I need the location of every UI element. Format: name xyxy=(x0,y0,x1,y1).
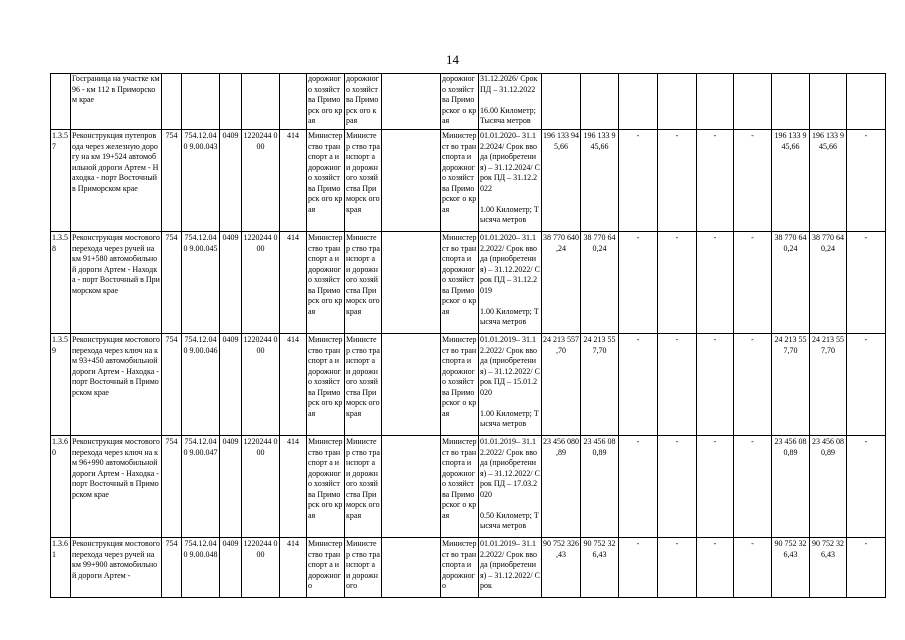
csr-code: 754.12.040 9.00.043 xyxy=(182,130,220,232)
table-row xyxy=(51,538,886,598)
dash-cell: - xyxy=(847,232,886,334)
executor-cell: дорожного хозяйства Приморског о края xyxy=(441,74,479,130)
vr-code: 414 xyxy=(280,334,307,436)
cost-cell: 23 456 080 ,89 xyxy=(542,436,581,538)
object-name: Реконструкция мостового перехода через ручей на км 99+900 автомобильной дороги Артем - xyxy=(71,538,162,598)
table-row xyxy=(51,334,886,436)
dash-cell: - xyxy=(658,436,697,538)
vr-code: 414 xyxy=(280,538,307,598)
dates-cell: 01.01.2019– 31.12.2022/ Срок ввода (приобретения) – 31.12.2022/ Срок ПД – 15.01.2020 1.00 Километр; Тысяча метров xyxy=(479,334,542,436)
amount-cell: 24 213 55 7,70 xyxy=(772,334,810,436)
rzpr-code: 0409 xyxy=(220,334,242,436)
kcsr-code: 1220244 000 xyxy=(242,130,280,232)
rzpr-code: 0409 xyxy=(220,538,242,598)
dash-cell: - xyxy=(697,232,734,334)
dates-cell: 01.01.2019– 31.12.2022/ Срок ввода (приобретения) – 31.12.2022/ Срок xyxy=(479,538,542,598)
amount-cell: 90 752 32 6,43 xyxy=(581,538,619,598)
dash-cell: - xyxy=(847,334,886,436)
customer-cell: Министер ство транспорт а и дорожного хозяйства Приморск ого края xyxy=(345,334,382,436)
table-row xyxy=(51,130,886,232)
dash-cell: - xyxy=(619,130,658,232)
dash-cell: - xyxy=(619,232,658,334)
executor-cell: Министерст во транспорта и дорожного хозяйства Приморског о края xyxy=(441,232,479,334)
amount-cell: 23 456 08 0,89 xyxy=(581,436,619,538)
dash-cell: - xyxy=(734,538,772,598)
customer-cell: Министер ство транспорт а и дорожного хозяйства Приморск ого края xyxy=(345,232,382,334)
executor-cell: Министерст во транспорта и дорожного хозяйства Приморског о края xyxy=(441,334,479,436)
row-number: 1.3.59 xyxy=(51,334,71,436)
dash-cell: - xyxy=(847,538,886,598)
amount-cell: 38 770 64 0,24 xyxy=(772,232,810,334)
dash-cell: - xyxy=(734,436,772,538)
continuation-row xyxy=(51,74,886,130)
kcsr-code: 1220244 000 xyxy=(242,538,280,598)
grbs-code: 754 xyxy=(162,232,182,334)
object-name: Реконструкция мостового перехода через ключ на км 93+450 автомобильной дороги Артем - Находка - порт Восточный в Приморском крае xyxy=(71,334,162,436)
cost-cell: 24 213 557 ,70 xyxy=(542,334,581,436)
kcsr-code: 1220244 000 xyxy=(242,232,280,334)
rzpr-code: 0409 xyxy=(220,130,242,232)
csr-code: 754.12.040 9.00.047 xyxy=(182,436,220,538)
row-number: 1.3.57 xyxy=(51,130,71,232)
customer-cell: дорожного хозяйства Приморск ого края xyxy=(307,74,345,130)
investment-table xyxy=(50,73,886,598)
dash-cell: - xyxy=(734,334,772,436)
vr-code: 414 xyxy=(280,130,307,232)
amount-cell: 196 133 9 45,66 xyxy=(772,130,810,232)
object-name: Реконструкция мостового перехода через ручей на км 91+580 автомобильной дороги Артем - Находка - порт Восточный в Приморском крае xyxy=(71,232,162,334)
dash-cell: - xyxy=(734,130,772,232)
dates-cell: 01.01.2020– 31.12.2024/ Срок ввода (приобретения) – 31.12.2024/ Срок ПД – 31.12.2022 1.00 Километр; Тысяча метров xyxy=(479,130,542,232)
vr-code: 414 xyxy=(280,436,307,538)
amount-cell: 90 752 32 6,43 xyxy=(810,538,847,598)
object-name: Реконструкция мостового перехода через ключ на км 96+990 автомобильной дороги Артем - Находка - порт Восточный в Приморском крае xyxy=(71,436,162,538)
dash-cell: - xyxy=(697,130,734,232)
dash-cell: - xyxy=(847,130,886,232)
amount-cell: 196 133 9 45,66 xyxy=(581,130,619,232)
dash-cell: - xyxy=(697,538,734,598)
dates-cell: 01.01.2019– 31.12.2022/ Срок ввода (приобретения) – 31.12.2022/ Срок ПД – 17.03.2020 0.50 Километр; Тысяча метров xyxy=(479,436,542,538)
cost-cell: 196 133 94 5,66 xyxy=(542,130,581,232)
rzpr-code: 0409 xyxy=(220,232,242,334)
customer-cell: дорожного хозяйства Приморск ого края xyxy=(345,74,382,130)
amount-cell: 196 133 9 45,66 xyxy=(810,130,847,232)
cost-cell: 90 752 326 ,43 xyxy=(542,538,581,598)
customer-cell: Министер ство транспорт а и дорожного хозяйства Приморск ого края xyxy=(307,334,345,436)
object-name: Госграница на участке км 96 - км 112 в Приморском крае xyxy=(71,74,162,130)
dash-cell: - xyxy=(697,436,734,538)
dash-cell: - xyxy=(658,232,697,334)
grbs-code: 754 xyxy=(162,538,182,598)
executor-cell: Министерст во транспорта и дорожного xyxy=(441,538,479,598)
dash-cell: - xyxy=(847,436,886,538)
vr-code: 414 xyxy=(280,232,307,334)
dash-cell: - xyxy=(697,334,734,436)
customer-cell: Министер ство транспорт а и дорожного хозяйства Приморск ого края xyxy=(345,130,382,232)
grbs-code: 754 xyxy=(162,130,182,232)
object-name: Реконструкция путепровода через железную дорогу на км 19+524 автомобильной дороги Артем - Находка - порт Восточный в Приморском крае xyxy=(71,130,162,232)
amount-cell: 38 770 64 0,24 xyxy=(581,232,619,334)
grbs-code: 754 xyxy=(162,334,182,436)
page-number: 14 xyxy=(446,52,459,67)
row-number: 1.3.61 xyxy=(51,538,71,598)
dates-cell: 31.12.2026/ Срок ПД – 31.12.2022 16.00 Километр; Тысяча метров xyxy=(479,74,542,130)
kcsr-code: 1220244 000 xyxy=(242,436,280,538)
amount-cell: 23 456 08 0,89 xyxy=(772,436,810,538)
dash-cell: - xyxy=(619,334,658,436)
row-number: 1.3.60 xyxy=(51,436,71,538)
customer-cell: Министер ство транспорт а и дорожного хозяйства Приморск ого края xyxy=(345,436,382,538)
row-number: 1.3.58 xyxy=(51,232,71,334)
customer-cell: Министер ство транспорт а и дорожного хозяйства Приморск ого края xyxy=(307,130,345,232)
kcsr-code: 1220244 000 xyxy=(242,334,280,436)
dash-cell: - xyxy=(619,436,658,538)
cost-cell: 38 770 640 ,24 xyxy=(542,232,581,334)
customer-cell: Министер ство транспорт а и дорожного хозяйства Приморск ого края xyxy=(307,436,345,538)
amount-cell: 90 752 32 6,43 xyxy=(772,538,810,598)
dates-cell: 01.01.2020– 31.12.2022/ Срок ввода (приобретения) – 31.12.2022/ Срок ПД – 31.12.2019 1.00 Километр; Тысяча метров xyxy=(479,232,542,334)
csr-code: 754.12.040 9.00.046 xyxy=(182,334,220,436)
table-row xyxy=(51,232,886,334)
dash-cell: - xyxy=(619,538,658,598)
rzpr-code: 0409 xyxy=(220,436,242,538)
dash-cell: - xyxy=(734,232,772,334)
csr-code: 754.12.040 9.00.045 xyxy=(182,232,220,334)
csr-code: 754.12.040 9.00.048 xyxy=(182,538,220,598)
executor-cell: Министерст во транспорта и дорожного хозяйства Приморског о края xyxy=(441,130,479,232)
dash-cell: - xyxy=(658,538,697,598)
table-row xyxy=(51,436,886,538)
customer-cell: Министер ство транспорт а и дорожного xyxy=(345,538,382,598)
amount-cell: 38 770 64 0,24 xyxy=(810,232,847,334)
amount-cell: 24 213 55 7,70 xyxy=(810,334,847,436)
customer-cell: Министер ство транспорт а и дорожного xyxy=(307,538,345,598)
dash-cell: - xyxy=(658,130,697,232)
dash-cell: - xyxy=(658,334,697,436)
executor-cell: Министерст во транспорта и дорожного хозяйства Приморског о края xyxy=(441,436,479,538)
amount-cell: 23 456 08 0,89 xyxy=(810,436,847,538)
amount-cell: 24 213 55 7,70 xyxy=(581,334,619,436)
grbs-code: 754 xyxy=(162,436,182,538)
customer-cell: Министер ство транспорт а и дорожного хозяйства Приморск ого края xyxy=(307,232,345,334)
